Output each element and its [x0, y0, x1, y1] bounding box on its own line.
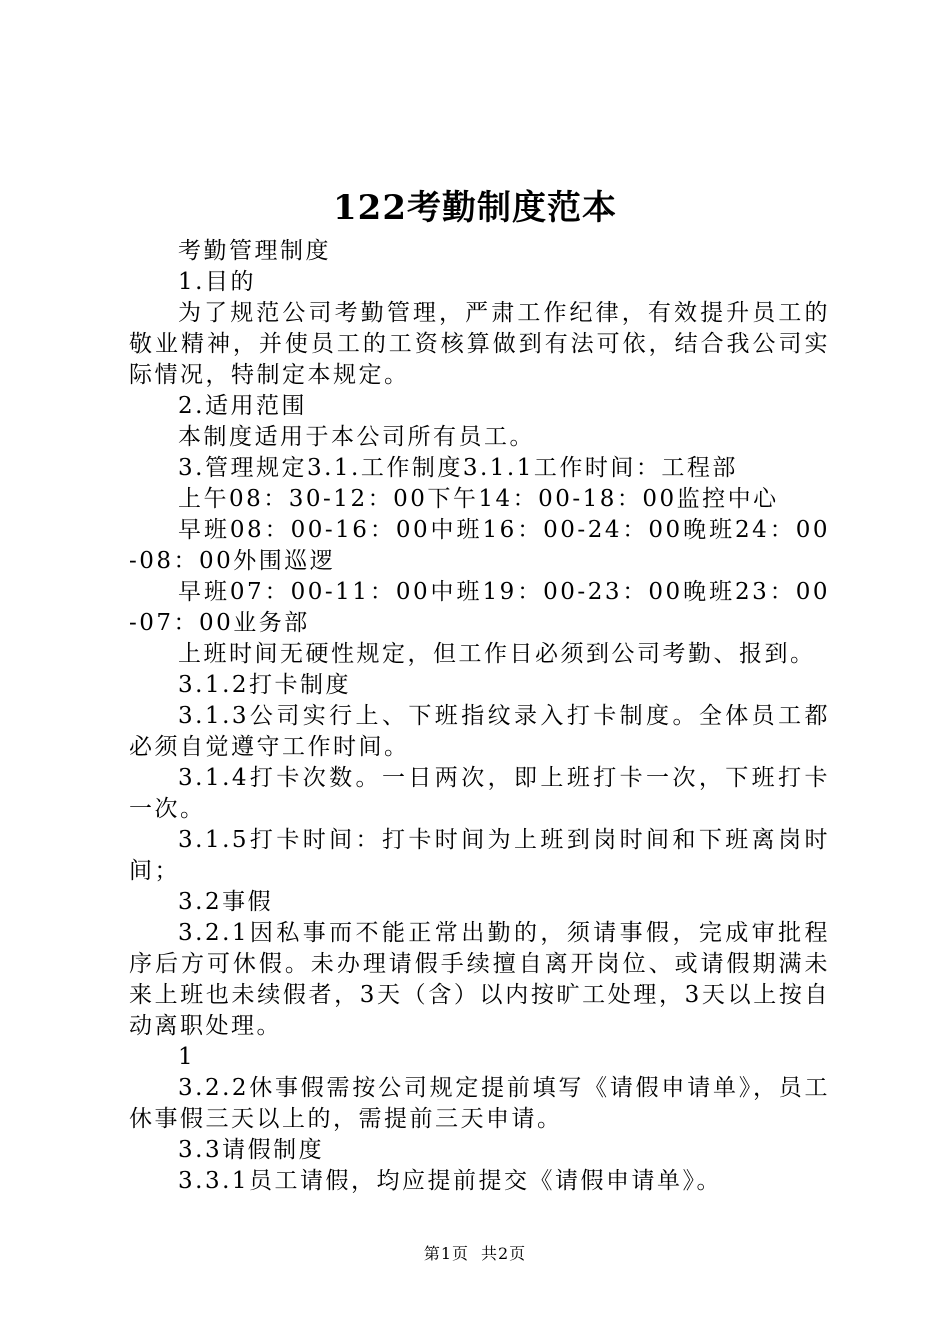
paragraph: 1 — [178, 1044, 196, 1070]
paragraph: 3.2.2休事假需按公司规定提前填写《请假申请单》，员工休事假三天以上的，需提前三天申请。 — [129, 1075, 830, 1132]
paragraph: 3.管理规定3.1.工作制度3.1.1工作时间：工程部 — [178, 455, 738, 481]
page-footer — [0, 1242, 950, 1266]
paragraph: 2.适用范围 — [178, 393, 307, 419]
paragraph: 1.目的 — [178, 269, 256, 295]
paragraph: 上午08：30-12：00下午14：00-18：00监控中心 — [178, 486, 779, 512]
document-title: 122考勤制度范本 — [333, 188, 617, 228]
paragraph: 3.1.4打卡次数。一日两次，即上班打卡一次，下班打卡一次。 — [129, 765, 830, 822]
paragraph: 为了规范公司考勤管理，严肃工作纪律，有效提升员工的敬业精神，并使员工的工资核算做到有法可依，结合我公司实际情况，特制定本规定。 — [129, 300, 830, 388]
paragraph: 3.1.3公司实行上、下班指纹录入打卡制度。全体员工都必须自觉遵守工作时间。 — [129, 703, 830, 760]
paragraph: 考勤管理制度 — [178, 238, 331, 264]
paragraph: 上班时间无硬性规定，但工作日必须到公司考勤、报到。 — [178, 641, 816, 667]
paragraph: 本制度适用于本公司所有员工。 — [178, 424, 535, 450]
paragraph: 3.3.1员工请假，均应提前提交《请假申请单》。 — [178, 1168, 723, 1194]
paragraph: 3.1.2打卡制度 — [178, 672, 352, 698]
paragraph: 早班07：00-11：00中班19：00-23：00晚班23：00-07：00业务部 — [129, 579, 830, 636]
paragraph: 3.3请假制度 — [178, 1137, 325, 1163]
page-total: 共2页 — [481, 1244, 527, 1263]
document-body — [129, 236, 830, 1197]
paragraph: 3.2事假 — [178, 889, 274, 915]
paragraph: 早班08：00-16：00中班16：00-24：00晚班24：00-08：00外围巡逻 — [129, 517, 830, 574]
paragraph: 3.1.5打卡时间：打卡时间为上班到岗时间和下班离岗时间； — [129, 827, 830, 884]
page-number: 第1页 — [423, 1244, 469, 1263]
paragraph: 3.2.1因私事而不能正常出勤的，须请事假，完成审批程序后方可休假。未办理请假手续擅自离开岗位、或请假期满未来上班也未续假者，3天（含）以内按旷工处理，3天以上按自动离职处理。 — [129, 920, 830, 1039]
